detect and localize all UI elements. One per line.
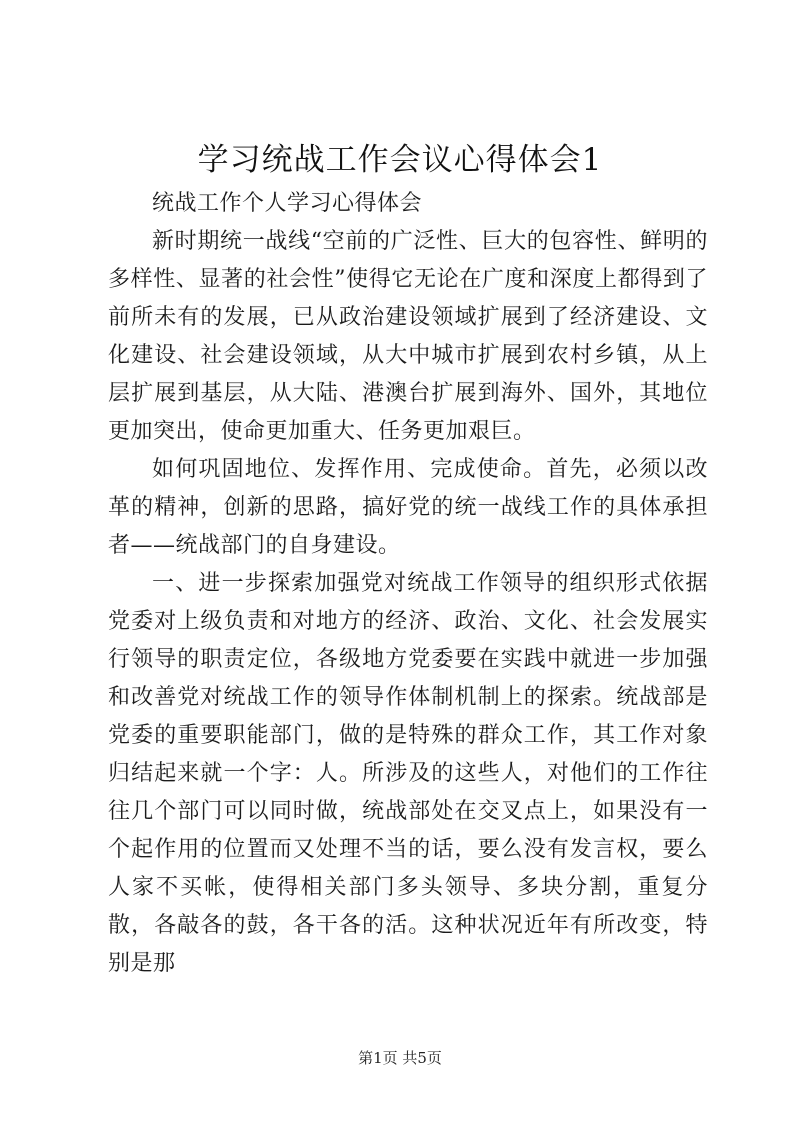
paragraph-subtitle: 统战工作个人学习心得体会 [152,191,423,216]
paragraph-2: 如何巩固地位、发挥作用、完成使命。首先，必须以改革的精神，创新的思路，搞好党的统一战线工作的具体承担者——统战部门的自身建设。 [108,457,708,558]
document-title: 学习统战工作会议心得体会1 [197,142,603,178]
document-body [108,185,708,983]
paragraph-3: 一、进一步探索加强党对统战工作领导的组织形式依据党委对上级负责和对地方的经济、政治、文化、社会发展实行领导的职责定位，各级地方党委要在实践中就进一步加强和改善党对统战工作的领导作体制机制上的探索。统战部是党委的重要职能部门，做的是特殊的群众工作，其工作对象归结起来就一个字：人。所涉及的这些人，对他们的工作往往几个部门可以同时做，统战部处在交叉点上，如果没有一个起作用的位置而又处理不当的话，要么没有发言权，要么人家不买帐，使得相关部门多头领导、多块分割，重复分散，各敲各的鼓，各干各的活。这种状况近年有所改变，特别是那 [108,571,708,976]
paragraph-1: 新时期统一战线“空前的广泛性、巨大的包容性、鲜明的多样性、显著的社会性”使得它无论在广度和深度上都得到了前所未有的发展，已从政治建设领域扩展到了经济建设、文化建设、社会建设领域，从大中城市扩展到农村乡镇，从上层扩展到基层，从大陆、港澳台扩展到海外、国外，其地位更加突出，使命更加重大、任务更加艰巨。 [108,229,708,444]
page-number-footer: 第1页 共5页 [358,1049,442,1067]
